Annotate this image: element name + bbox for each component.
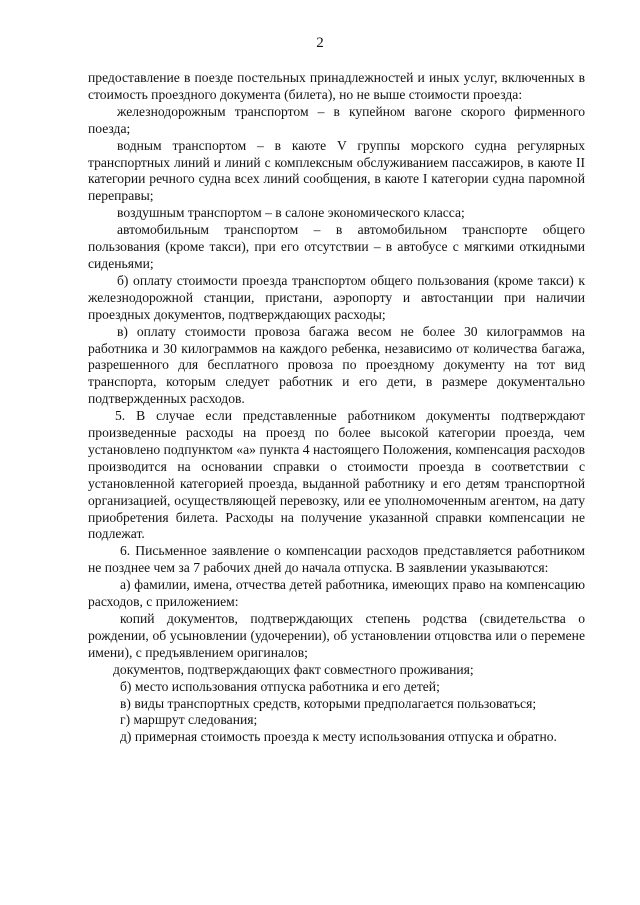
- paragraph-item-v-baggage: в) оплату стоимости провоза багажа весом не более 30 килограммов на работника и 30 килограммов на каждого ребенка, независимо от количества багажа, разрешенного для бесплатного провоза по проездному документу на тот вид транспорта, которым следует работник и его дети, в размере документально подтвержденных расходов.: [88, 323, 585, 407]
- paragraph-road-transport: автомобильным транспортом – в автомобильном транспорте общего пользования (кроме такси), при его отсутствии – в автобусе с мягкими откидными сиденьями;: [88, 222, 585, 271]
- paragraph-water-transport: водным транспортом – в каюте V группы морского судна регулярных транспортных линий и линий с комплексным обслуживанием пассажиров, в каюте II категории речного судна всех линий сообщения, в каюте I категории судна паромной переправы;: [88, 137, 585, 204]
- paragraph-item-v-vehicles: в) виды транспортных средств, которыми предполагается пользоваться;: [120, 695, 537, 711]
- page-number: 2: [316, 35, 324, 51]
- paragraph-item-a-names: а) фамилии, имена, отчества детей работника, имеющих право на компенсацию расходов, с приложением:: [88, 577, 585, 610]
- paragraph-service-items: предоставление в поезде постельных принадлежностей и иных услуг, включенных в стоимость проездного документа (билета), но не выше стоимости проезда:: [88, 70, 585, 102]
- paragraph-cohabitation-documents: документов, подтверждающих факт совместного проживания;: [113, 661, 474, 677]
- document-body: [88, 70, 585, 746]
- paragraph-item-g-route: г) маршрут следования;: [120, 712, 258, 728]
- paragraph-air-transport: воздушным транспортом – в салоне экономического класса;: [117, 205, 465, 221]
- paragraph-item-d-cost: д) примерная стоимость проезда к месту использования отпуска и обратно.: [120, 729, 557, 745]
- paragraph-clause-6: 6. Письменное заявление о компенсации расходов представляется работником не позднее чем за 7 рабочих дней до начала отпуска. В заявлении указываются:: [88, 543, 585, 576]
- paragraph-rail-transport: железнодорожным транспортом – в купейном вагоне скорого фирменного поезда;: [88, 103, 585, 136]
- paragraph-item-b-place: б) место использования отпуска работника и его детей;: [120, 678, 440, 694]
- paragraph-clause-5: 5. В случае если представленные работником документы подтверждают произведенные расходы на проезд по более высокой категории проезда, чем установлено подпунктом «а» пункта 4 настоящего Положения, компенсация расходов производится на основании справки о стоимости проезда в соответствии с установленной категорией проезда, выданной работнику и его детям транспортной организацией, осуществляющей перевозку, или ее уполномоченным агентом, на дату приобретения билета. Расходы на получение указанной справки компенсации не подлежат.: [88, 408, 585, 542]
- paragraph-kinship-documents: копий документов, подтверждающих степень родства (свидетельства о рождении, об усыновлении (удочерении), об установлении отцовства или о перемене имени), с предъявлением оригиналов;: [88, 611, 585, 660]
- paragraph-item-b-public-transport: б) оплату стоимости проезда транспортом общего пользования (кроме такси) к железнодорожной станции, пристани, аэропорту и автостанции при наличии проездных документов, подтверждающих расходы;: [88, 272, 585, 322]
